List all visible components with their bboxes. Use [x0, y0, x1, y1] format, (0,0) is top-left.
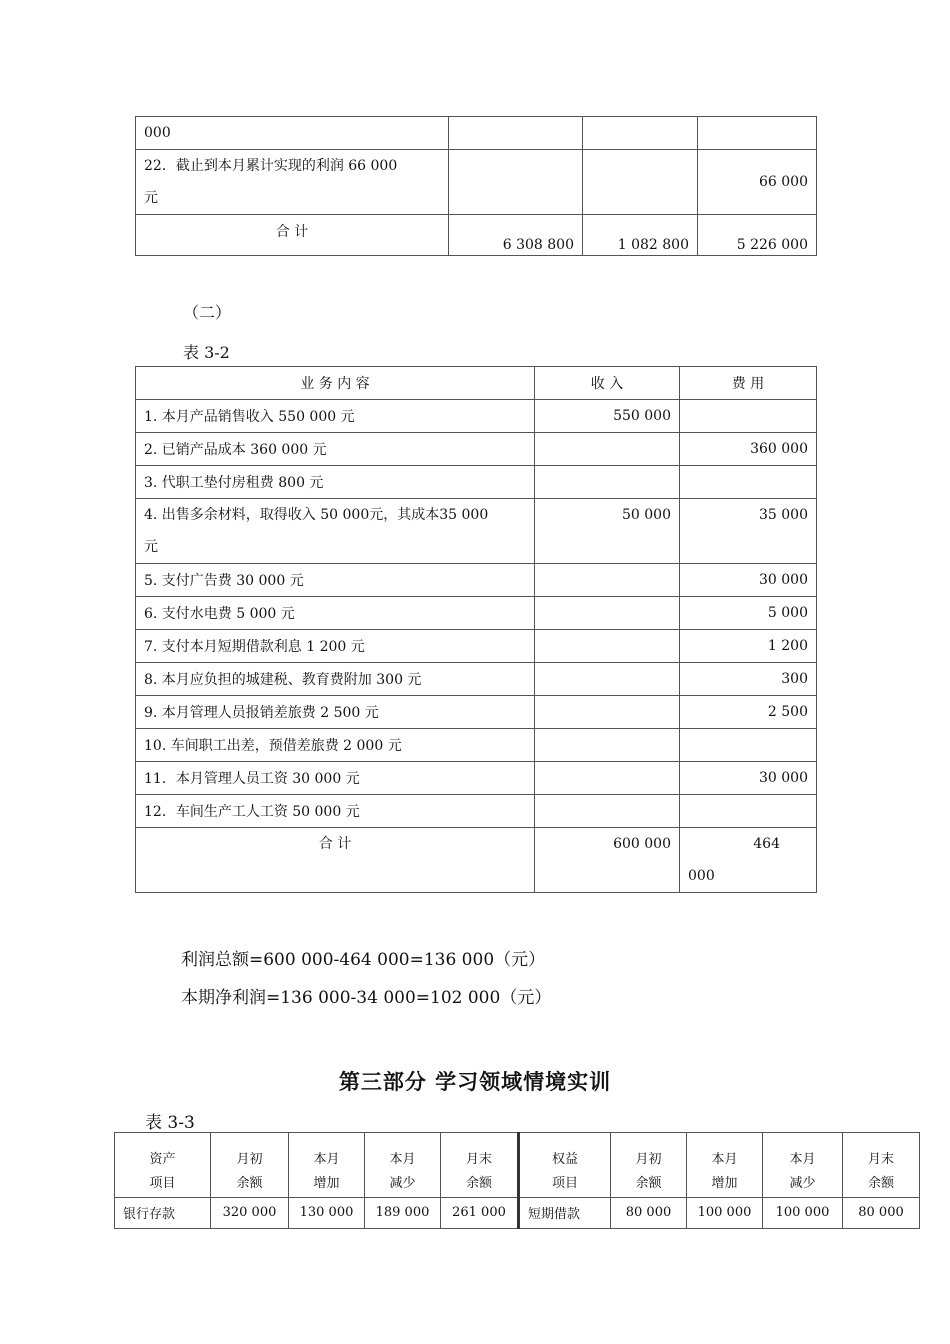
- cell: 80 000: [611, 1197, 687, 1228]
- header-cell: 余额: [441, 1167, 519, 1197]
- row-desc: 5. 支付广告费 30 000 元: [136, 564, 535, 597]
- row-income: 550 000: [535, 400, 680, 433]
- table-header: [115, 1133, 920, 1168]
- row-expense: [680, 729, 817, 762]
- row-expense: 1 200: [680, 630, 817, 663]
- cell: 261 000: [441, 1197, 519, 1228]
- part-heading: 第三部分 学习领域情境实训: [338, 1069, 612, 1094]
- table-row: [136, 117, 817, 150]
- cell: 银行存款: [115, 1197, 211, 1228]
- row-expense: 30 000: [680, 564, 817, 597]
- row-income: 50 000: [535, 499, 680, 564]
- row-income: [535, 696, 680, 729]
- row-desc: 6. 支付水电费 5 000 元: [136, 597, 535, 630]
- row-income: [535, 433, 680, 466]
- total-income: 600 000: [535, 828, 680, 893]
- table-row: [136, 564, 817, 597]
- row-desc: 000: [136, 117, 449, 150]
- row-desc-line1: 4. 出售多余材料，取得收入 50 000元，其成本35 000: [144, 507, 489, 523]
- header-cell: 增加: [687, 1167, 763, 1197]
- header-cell: 月末: [843, 1133, 920, 1168]
- table-3-3: [114, 1132, 920, 1229]
- header-cell: 本月: [289, 1133, 365, 1168]
- cell: [583, 150, 698, 215]
- section-label: （二）: [183, 303, 232, 322]
- total-c2: 1 082 800: [583, 215, 698, 256]
- header-cell: 减少: [763, 1167, 843, 1197]
- row-income: [535, 597, 680, 630]
- table-row: [136, 597, 817, 630]
- header-cell: 余额: [211, 1167, 289, 1197]
- table-row: [136, 663, 817, 696]
- cell: 130 000: [289, 1197, 365, 1228]
- header-cell: 余额: [611, 1167, 687, 1197]
- row-expense: [680, 466, 817, 499]
- table-caption: 表 3-3: [145, 1113, 195, 1133]
- header-cell: 月初: [211, 1133, 289, 1168]
- row-desc: 1. 本月产品销售收入 550 000 元: [136, 400, 535, 433]
- header-cell: 项目: [519, 1167, 611, 1197]
- cell: [583, 117, 698, 150]
- row-desc: 12．车间生产工人工资 50 000 元: [136, 795, 535, 828]
- header-cell: 本月: [763, 1133, 843, 1168]
- row-income: [535, 762, 680, 795]
- row-desc: 2. 已销产品成本 360 000 元: [136, 433, 535, 466]
- total-expense-line1: 464: [753, 836, 780, 852]
- total-c1: 6 308 800: [449, 215, 583, 256]
- net-profit-formula: 本期净利润=136 000-34 000=102 000（元）: [181, 988, 552, 1008]
- cell: 189 000: [365, 1197, 441, 1228]
- row-desc: 9. 本月管理人员报销差旅费 2 500 元: [136, 696, 535, 729]
- header-income: 收 入: [535, 367, 680, 400]
- table-row: [136, 762, 817, 795]
- header-desc: 业 务 内 容: [136, 367, 535, 400]
- row-expense: 300: [680, 663, 817, 696]
- total-profit-formula: 利润总额=600 000-464 000=136 000（元）: [181, 950, 546, 970]
- row-income: [535, 466, 680, 499]
- cell: [449, 150, 583, 215]
- table-header: [115, 1167, 920, 1197]
- header-cell: 本月: [687, 1133, 763, 1168]
- total-expense: [680, 828, 817, 893]
- row-expense: 360 000: [680, 433, 817, 466]
- table-3-2: [135, 366, 817, 893]
- row-desc: [136, 150, 449, 215]
- header-cell: 余额: [843, 1167, 920, 1197]
- header-cell: 项目: [115, 1167, 211, 1197]
- header-cell: 月初: [611, 1133, 687, 1168]
- total-row: [136, 215, 817, 256]
- table-caption: 表 3-2: [183, 343, 230, 362]
- header-cell: 本月: [365, 1133, 441, 1168]
- row-desc: 8. 本月应负担的城建税、教育费附加 300 元: [136, 663, 535, 696]
- row-desc: 3. 代职工垫付房租费 800 元: [136, 466, 535, 499]
- row-desc-line2: 元: [144, 539, 158, 555]
- row-income: [535, 729, 680, 762]
- table-header: [136, 367, 817, 400]
- table-row: [136, 696, 817, 729]
- table-row: [136, 729, 817, 762]
- row-desc-line1: 22．截止到本月累计实现的利润 66 000: [144, 158, 398, 174]
- cell: 80 000: [843, 1197, 920, 1228]
- header-equity: 权益: [519, 1133, 611, 1168]
- table-row: [136, 795, 817, 828]
- total-label: 合 计: [136, 828, 535, 893]
- row-desc: 7. 支付本月短期借款利息 1 200 元: [136, 630, 535, 663]
- row-expense: [680, 400, 817, 433]
- cell: 100 000: [687, 1197, 763, 1228]
- table-row: [136, 400, 817, 433]
- table-row: [136, 433, 817, 466]
- total-row: [136, 828, 817, 893]
- table-row: [115, 1197, 920, 1228]
- header-expense: 费 用: [680, 367, 817, 400]
- row-desc-line2: 元: [144, 190, 158, 206]
- cell: [449, 117, 583, 150]
- row-expense: 5 000: [680, 597, 817, 630]
- row-desc: 11．本月管理人员工资 30 000 元: [136, 762, 535, 795]
- cell: 短期借款: [519, 1197, 611, 1228]
- header-cell: 月末: [441, 1133, 519, 1168]
- row-income: [535, 564, 680, 597]
- table-row: [136, 499, 817, 564]
- table-3-1-continuation: [135, 116, 817, 256]
- row-expense: 2 500: [680, 696, 817, 729]
- header-cell: 减少: [365, 1167, 441, 1197]
- cell: 100 000: [763, 1197, 843, 1228]
- total-c3: 5 226 000: [698, 215, 817, 256]
- total-label: 合 计: [136, 215, 449, 256]
- row-expense: 35 000: [680, 499, 817, 564]
- header-asset: 资产: [115, 1133, 211, 1168]
- cell-profit: 66 000: [698, 150, 817, 215]
- row-income: [535, 795, 680, 828]
- header-cell: 增加: [289, 1167, 365, 1197]
- row-income: [535, 630, 680, 663]
- total-expense-line2: 000: [688, 868, 715, 884]
- table-row: [136, 466, 817, 499]
- cell: [698, 117, 817, 150]
- cell: 320 000: [211, 1197, 289, 1228]
- table-row: [136, 630, 817, 663]
- table-row: [136, 150, 817, 215]
- row-expense: 30 000: [680, 762, 817, 795]
- row-income: [535, 663, 680, 696]
- row-expense: [680, 795, 817, 828]
- row-desc: [136, 499, 535, 564]
- row-desc: 10. 车间职工出差，预借差旅费 2 000 元: [136, 729, 535, 762]
